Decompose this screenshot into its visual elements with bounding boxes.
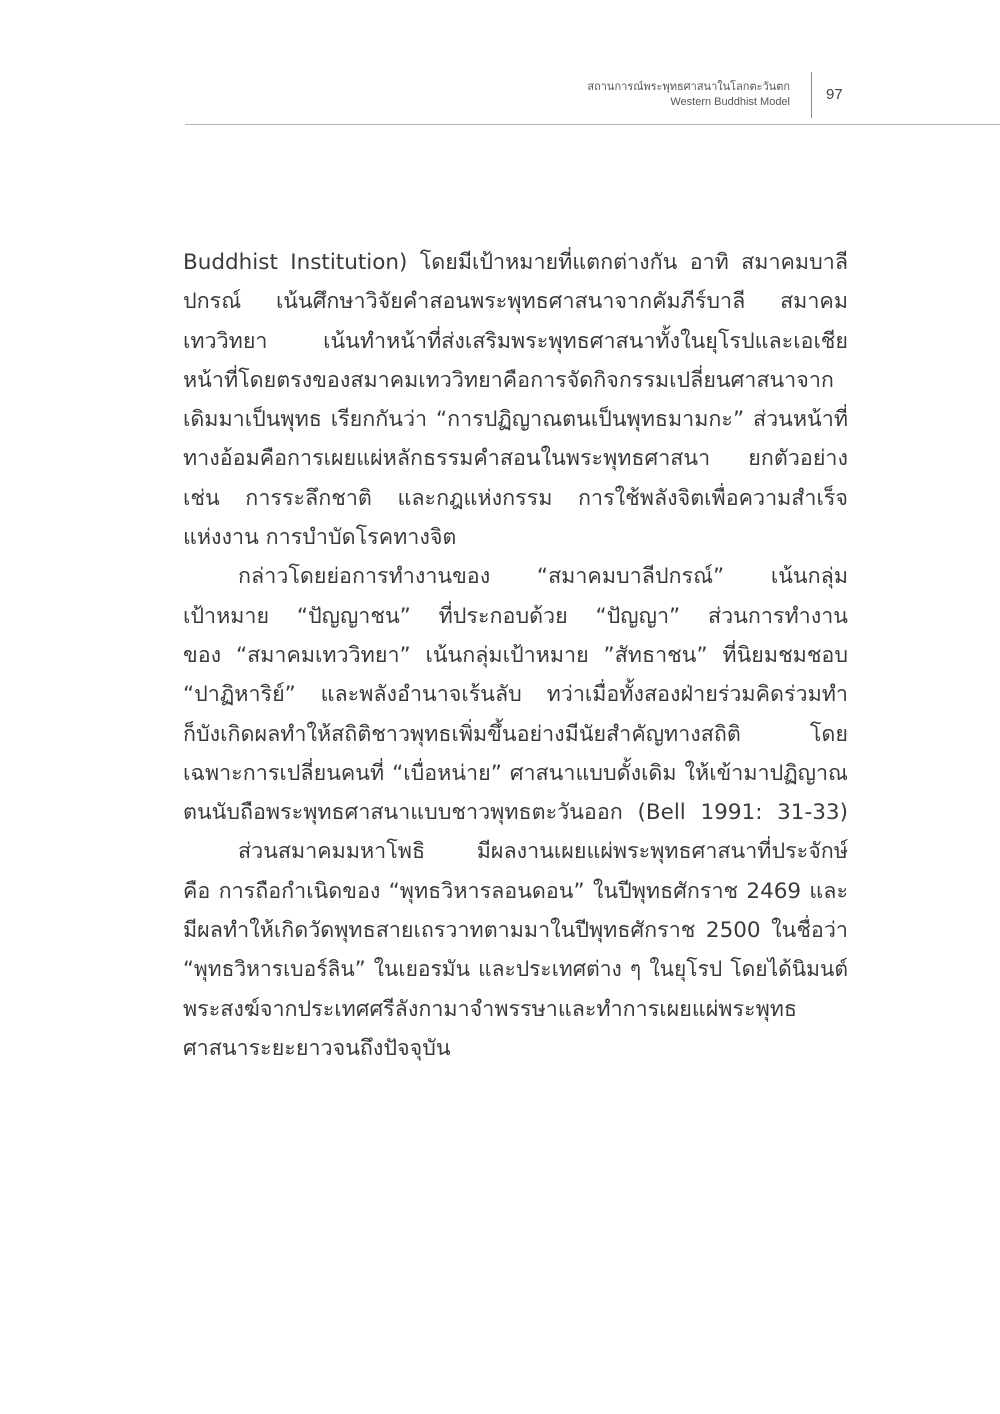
text-line: ศาสนาระยะยาวจนถึงปัจจุบัน	[183, 1035, 451, 1061]
text-line: เช่น การระลึกชาติ และกฎแห่งกรรม การใช้พลังจิตเพื่อความสำเร็จ	[183, 485, 848, 511]
header-vertical-divider	[811, 72, 812, 118]
text-line: เดิมมาเป็นพุทธ เรียกกันว่า “การปฏิญาณตนเป็นพุทธมามกะ” ส่วนหน้าที่	[183, 407, 848, 433]
text-line: มีผลทำให้เกิดวัดพุทธสายเถรวาทตามมาในปีพุทธศักราช 2500 ในชื่อว่า	[183, 918, 848, 944]
running-head-title-thai: สถานการณ์พระพุทธศาสนาในโลกตะวันตก	[587, 81, 790, 93]
running-head	[370, 80, 790, 110]
text-line: เฉพาะการเปลี่ยนคนที่ “เบื่อหน่าย” ศาสนาแบบดั้งเดิม ให้เข้ามาปฏิญาณ	[183, 760, 848, 786]
running-head-title-english: Western Buddhist Model	[670, 96, 790, 108]
page-number: 97	[826, 86, 843, 103]
body-text	[183, 243, 848, 1068]
text-line: ของ “สมาคมเทววิทยา” เน้นกลุ่มเป้าหมาย ”สัทธาชน” ที่นิยมชมชอบ	[183, 642, 848, 668]
text-line: แห่งงาน การบำบัดโรคทางจิต	[183, 525, 457, 551]
text-line: กล่าวโดยย่อการทำงานของ “สมาคมบาลีปกรณ์” เน้นกลุ่ม	[238, 564, 848, 590]
text-line: ส่วนสมาคมมหาโพธิ มีผลงานเผยแผ่พระพุทธศาสนาที่ประจักษ์	[238, 839, 848, 865]
text-line: Buddhist Institution) โดยมีเป้าหมายที่แตกต่างกัน อาทิ สมาคมบาลี	[183, 250, 848, 275]
text-line: พระสงฆ์จากประเทศศรีลังกามาจำพรรษาและทำการเผยแผ่พระพุทธ	[183, 996, 798, 1022]
text-line: “ปาฏิหาริย์” และพลังอำนาจเร้นลับ ทว่าเมื่อทั้งสองฝ่ายร่วมคิดร่วมทำ	[183, 682, 848, 708]
text-line: ปกรณ์ เน้นศึกษาวิจัยคำสอนพระพุทธศาสนาจากคัมภีร์บาลี สมาคม	[183, 289, 848, 315]
text-line: ตนนับถือพระพุทธศาสนาแบบชาวพุทธตะวันออก (Bell 1991: 31-33)	[183, 800, 848, 826]
text-line: ก็บังเกิดผลทำให้สถิติชาวพุทธเพิ่มขึ้นอย่างมีนัยสำคัญทางสถิติ โดย	[183, 721, 848, 747]
text-line: หน้าที่โดยตรงของสมาคมเทววิทยาคือการจัดกิจกรรมเปลี่ยนศาสนาจาก	[183, 367, 834, 393]
text-line: คือ การถือกำเนิดของ “พุทธวิหารลอนดอน” ในปีพุทธศักราช 2469 และ	[183, 878, 848, 904]
header-horizontal-rule	[185, 124, 1000, 125]
text-line: เป้าหมาย “ปัญญาชน” ที่ประกอบด้วย “ปัญญา” ส่วนการทำงาน	[183, 603, 848, 629]
text-line: ทางอ้อมคือการเผยแผ่หลักธรรมคำสอนในพระพุทธศาสนา ยกตัวอย่าง	[183, 446, 848, 472]
text-line: เทววิทยา เน้นทำหน้าที่ส่งเสริมพระพุทธศาสนาทั้งในยุโรปและเอเชีย	[183, 328, 848, 354]
text-line: “พุทธวิหารเบอร์ลิน” ในเยอรมัน และประเทศต่าง ๆ ในยุโรป โดยได้นิมนต์	[183, 957, 848, 982]
